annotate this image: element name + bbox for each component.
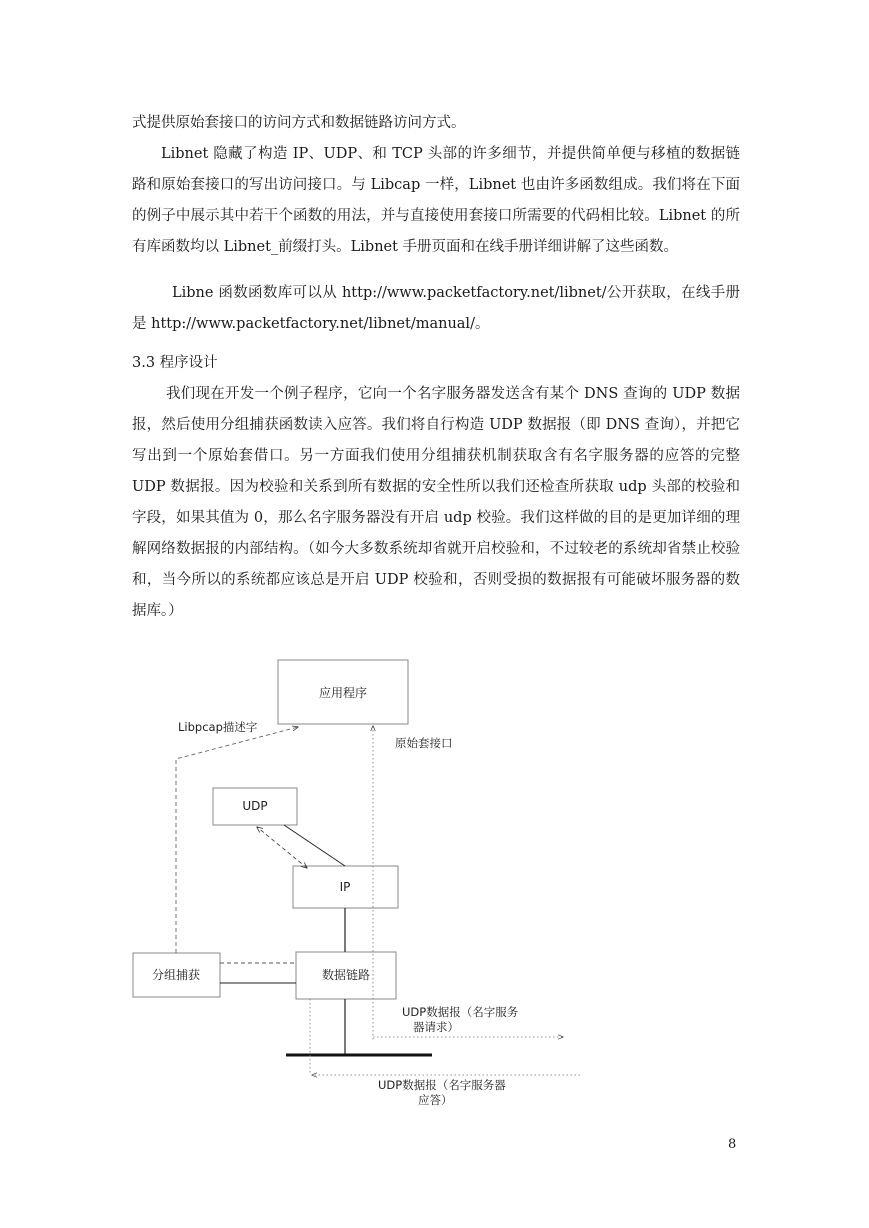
ip-udp-dashed [257, 827, 307, 868]
paragraph-continuation: 式提供原始套接口的访问方式和数据链路访问方式。 [132, 115, 466, 131]
ip-label: IP [339, 880, 351, 894]
page-number: 8 [728, 1137, 737, 1152]
paragraph-libnet-url: Libne 函数函数库可以从 http://www.packetfactory.net/libnet/公开获取，在线手册是 http://www.packetfactory.net/libnet/manual/。 [132, 285, 740, 332]
capture-label: 分组捕获 [151, 968, 201, 982]
libpcap-path [176, 727, 298, 953]
request-label-line1: UDP数据报（名字服务 [402, 1005, 519, 1019]
reply-label-line2: 应答） [418, 1093, 453, 1107]
ip-udp-solid [284, 825, 345, 866]
paragraph-libnet: Libnet 隐藏了构造 IP、UDP、和 TCP 头部的许多细节，并提供简单便与移植的数据链路和原始套接口的写出访问接口。与 Libcap 一样，Libnet 也由许多函数组成。我们将在下面的例子中展示其中若干个函数的用法，并与直接使用套接口所需要的代码相比较。Libnet 的所有库函数均以 Libnet_前缀打头。Libnet 手册页面和在线手册详细讲解了这些函数。 [132, 146, 740, 255]
datalink-label: 数据链路 [321, 968, 371, 982]
raw-socket-label: 原始套接口 [395, 736, 453, 750]
udp-label: UDP [242, 799, 268, 813]
request-label-line2: 器请求） [413, 1020, 459, 1034]
libpcap-label: Libpcap描述字 [178, 720, 258, 734]
reply-label-line1: UDP数据报（名字服务器 [378, 1078, 506, 1092]
app-label: 应用程序 [318, 686, 368, 700]
paragraph-program-design: 我们现在开发一个例子程序，它向一个名字服务器发送含有某个 DNS 查询的 UDP 数据报，然后使用分组捕获函数读入应答。我们将自行构造 UDP 数据报（即 DNS 查询），并把它写出到一个原始套借口。另一方面我们使用分组捕获机制获取含有名字服务器的应答的完整 UDP 数据报。因为校验和关系到所有数据的安全性所以我们还检查所获取 udp 头部的校验和字段，如果其值为 0，那么名字服务器没有开启 udp 校验。我们这样做的目的是更加详细的理解网络数据报的内部结构。（如今大多数系统却省就开启校验和，不过较老的系统却省禁止校验和，当今所以的系统都应该总是开启 UDP 校验和，否则受损的数据报有可能破坏服务器的数据库。） [132, 386, 740, 619]
section-heading: 3.3 程序设计 [132, 355, 218, 371]
